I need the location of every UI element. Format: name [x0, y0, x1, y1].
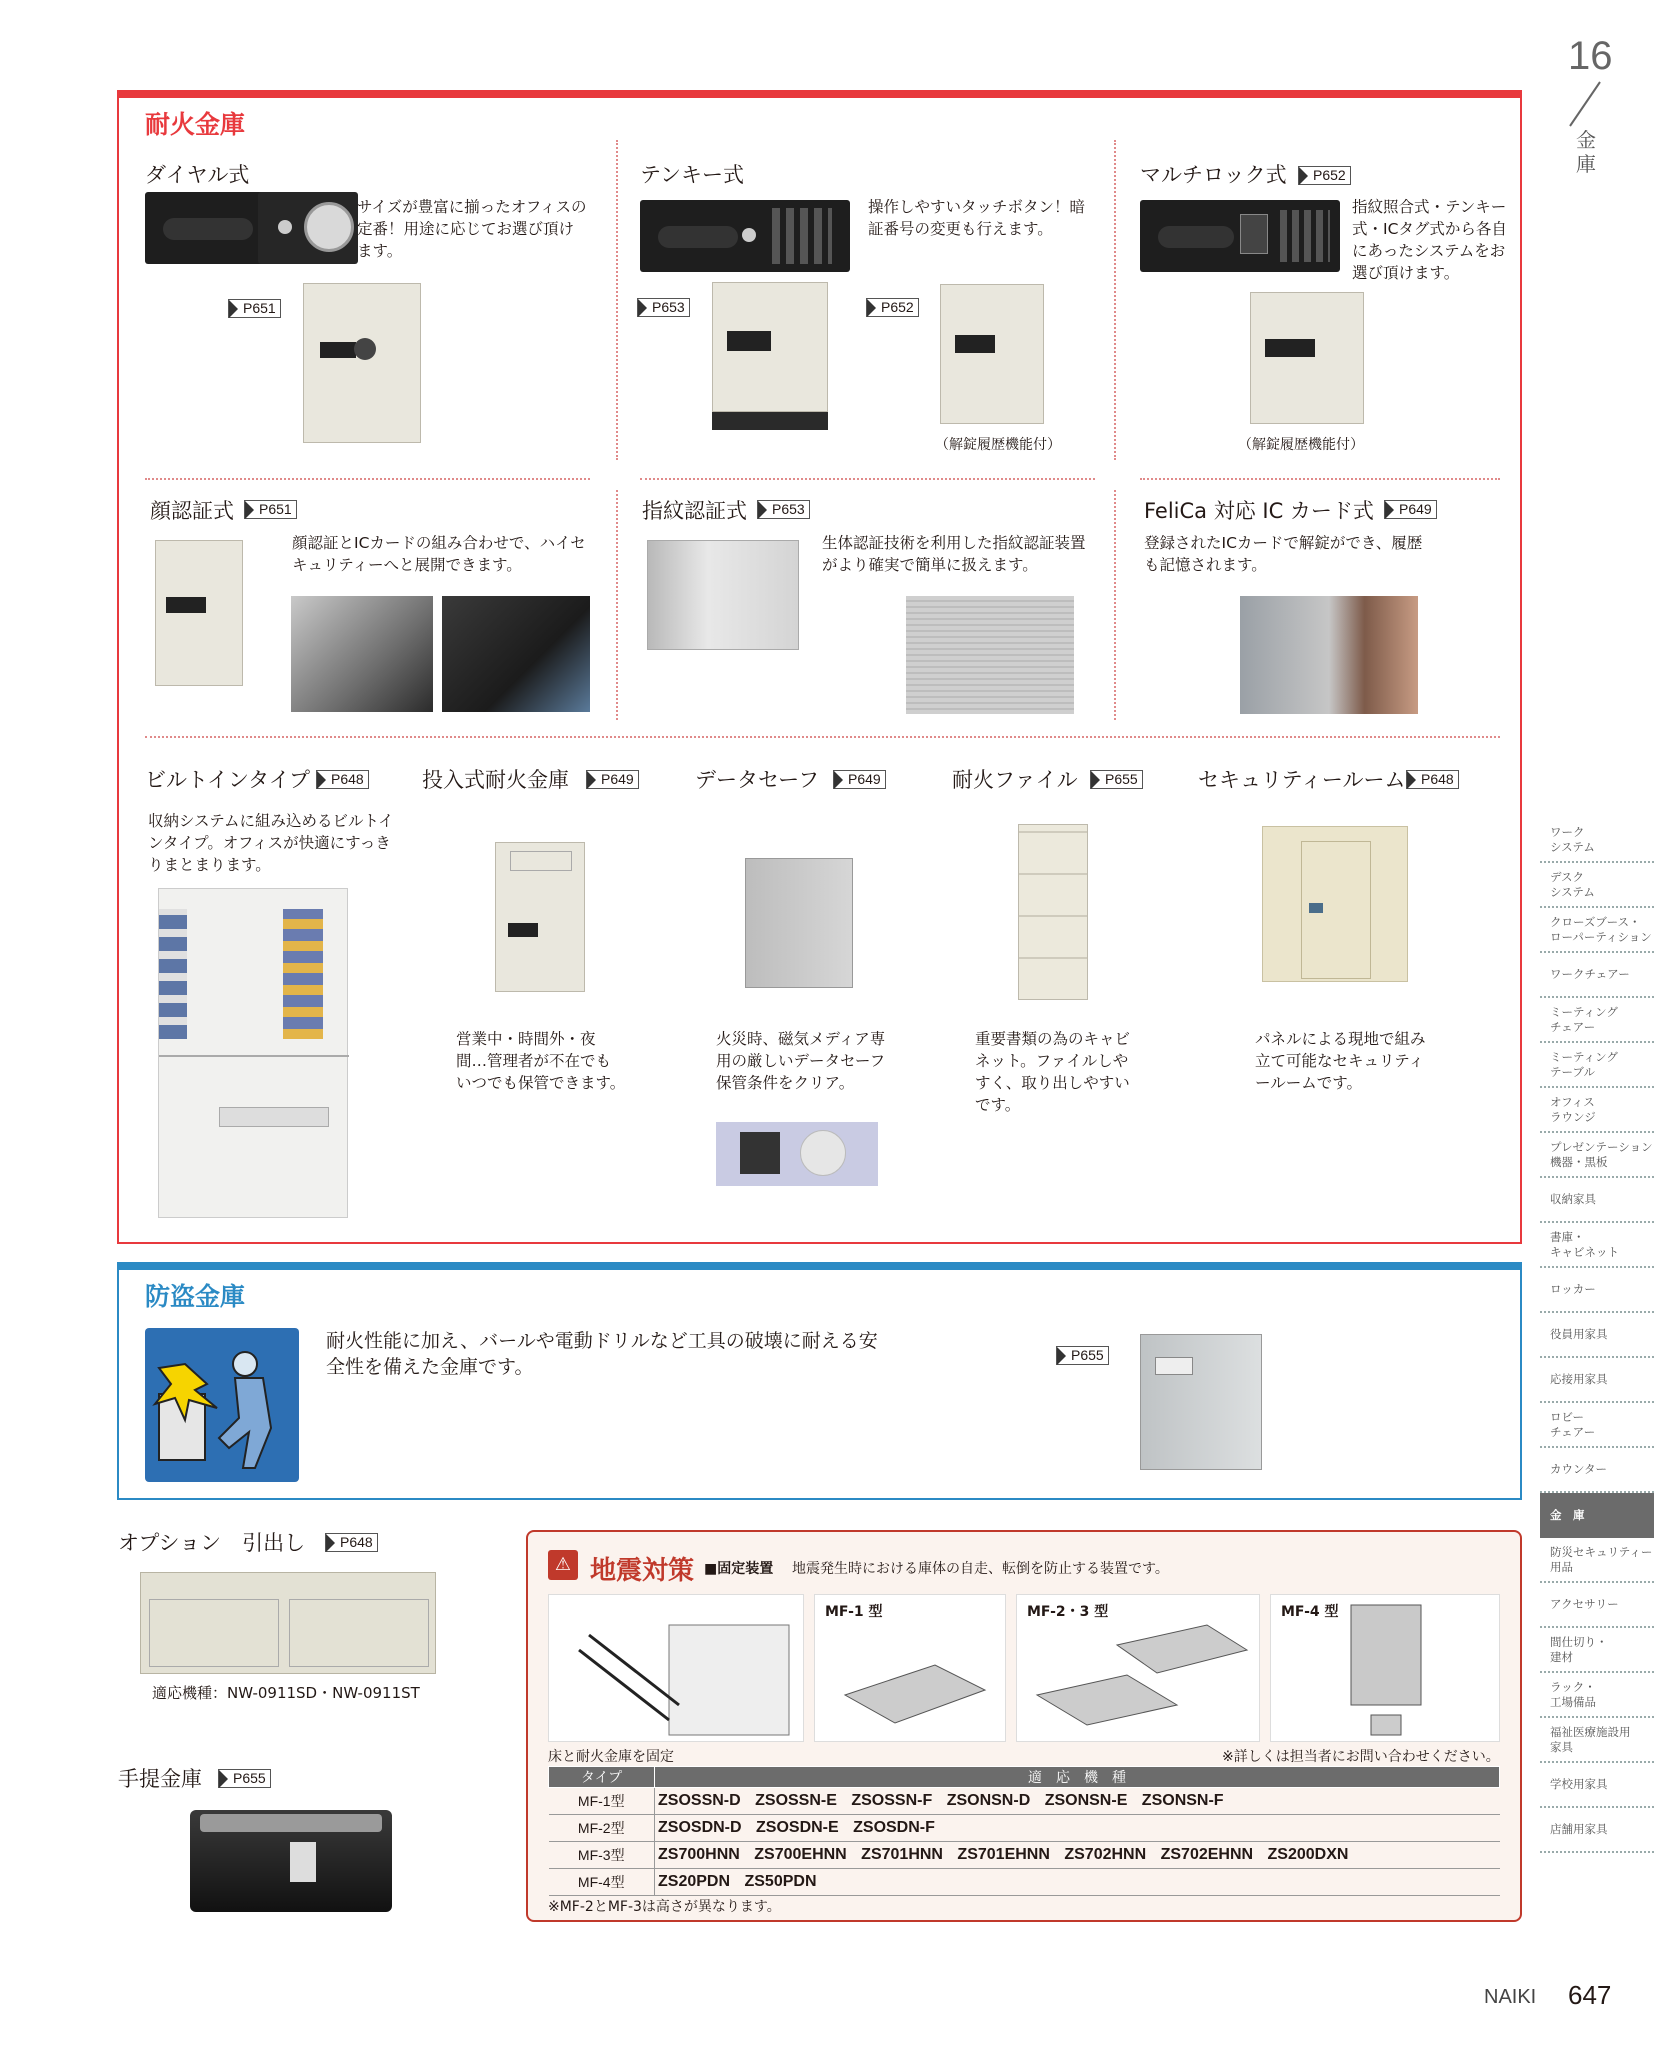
- quake-figure-mf4: [1270, 1594, 1500, 1742]
- divider: [1114, 140, 1116, 460]
- sidebar-item[interactable]: [1540, 1718, 1654, 1763]
- antitheft-heading: 防盗金庫: [145, 1282, 246, 1311]
- deposit-ref[interactable]: P649: [586, 770, 639, 789]
- finger-ref[interactable]: P653: [757, 500, 810, 519]
- sidebar-item-label: 機器・黒板: [1550, 1154, 1608, 1169]
- dial-safe-image: [303, 283, 421, 443]
- multi-lock-panel: [1140, 200, 1340, 272]
- tenkey-title: テンキー式: [640, 163, 744, 187]
- sidebar-item-label: 家具: [1550, 1739, 1573, 1754]
- sidebar-item[interactable]: [1540, 1673, 1654, 1718]
- sidebar-item-label: プレゼンテーション: [1550, 1139, 1653, 1154]
- sidebar-item[interactable]: [1540, 1358, 1654, 1403]
- sidebar-item-label: 防災セキュリティー: [1550, 1544, 1653, 1559]
- sidebar-item-label: オフィス: [1550, 1094, 1595, 1109]
- sidebar-item-label: 金 庫: [1550, 1508, 1585, 1522]
- chapter-label: 金庫: [1576, 128, 1596, 176]
- face-desc: 顔認証とICカードの組み合わせで、ハイセキュリティーへと展開できます。: [292, 534, 586, 574]
- quake-figure-mf1: [814, 1594, 1006, 1742]
- brand-name: NAIKI: [1484, 1986, 1537, 2008]
- sidebar-item[interactable]: [1540, 1493, 1654, 1538]
- finger-title: 指紋認証式: [642, 499, 747, 523]
- felica-ref[interactable]: P649: [1384, 500, 1437, 519]
- antitheft-safe-image: [1140, 1334, 1262, 1470]
- sidebar-item-label: システム: [1550, 839, 1595, 854]
- sidebar-item-label: デスク: [1550, 869, 1585, 884]
- room-ref[interactable]: P648: [1406, 770, 1459, 789]
- category-sidebar: [1540, 818, 1654, 1853]
- mf4-label: MF-4 型: [1281, 1604, 1339, 1620]
- builtin-image: [158, 888, 348, 1218]
- option-drawer-image: [140, 1572, 436, 1674]
- sidebar-item-label: キャビネット: [1550, 1244, 1619, 1259]
- sidebar-item-label: ミーティング: [1550, 1004, 1618, 1019]
- divider: [1140, 478, 1500, 480]
- quake-figure-mf23: [1016, 1594, 1260, 1742]
- deposit-safe-image: [495, 842, 585, 992]
- sidebar-item-label: テーブル: [1550, 1064, 1595, 1079]
- builtin-desc: 収納システムに組み込めるビルトインタイプ。オフィスが快適にすっきりまとまります。: [148, 812, 394, 874]
- sidebar-item-label: ラウンジ: [1550, 1109, 1596, 1124]
- multi-desc: 指紋照合式・テンキー式・ICタグ式から各自にあったシステムをお選び頂けます。: [1352, 198, 1507, 282]
- sidebar-item[interactable]: [1540, 998, 1654, 1043]
- mf23-label: MF-2・3 型: [1027, 1604, 1109, 1620]
- divider: [616, 140, 618, 460]
- dial-ref[interactable]: P651: [228, 299, 281, 318]
- face-title: 顔認証式: [150, 499, 234, 523]
- sidebar-item[interactable]: [1540, 1313, 1654, 1358]
- deposit-title: 投入式耐火金庫: [422, 768, 569, 792]
- table-row: [549, 1842, 1500, 1869]
- divider: [145, 478, 590, 480]
- finger-desc: 生体認証技術を利用した指紋認証装置がより確実で簡単に扱えます。: [822, 534, 1086, 574]
- sidebar-item[interactable]: [1540, 863, 1654, 908]
- sidebar-item-label: ミーティング: [1550, 1049, 1618, 1064]
- datasafe-title: データセーフ: [695, 768, 820, 792]
- sidebar-item-label: 学校用家具: [1550, 1777, 1608, 1791]
- face-safe-image: [155, 540, 243, 686]
- room-desc: パネルによる現地で組み立て可能なセキュリティールームです。: [1255, 1030, 1426, 1092]
- tenkey-safe2-image: [940, 284, 1044, 424]
- antitheft-ref[interactable]: P655: [1056, 1346, 1109, 1365]
- felica-photo: [1240, 596, 1418, 714]
- row-type: MF-4型: [549, 1869, 655, 1896]
- face-photo-2: [442, 596, 590, 712]
- table-header-type: タイプ: [549, 1767, 655, 1788]
- sidebar-item-label: 用品: [1550, 1559, 1573, 1574]
- sidebar-item-label: ローパーティション: [1550, 929, 1652, 944]
- datasafe-media-photo: [716, 1122, 878, 1186]
- row-models: ZS700HNN ZS700EHNN ZS701HNN ZS701EHNN ZS702HNN ZS702EHNN ZS200DXN: [655, 1842, 1500, 1869]
- finger-safe-image: [647, 540, 799, 650]
- file-desc: 重要書類の為のキャビネット。ファイルしやすく、取り出しやすいです。: [975, 1030, 1131, 1114]
- file-ref[interactable]: P655: [1090, 770, 1143, 789]
- row-type: MF-1型: [549, 1788, 655, 1815]
- divider: [1114, 490, 1116, 720]
- felica-title: FeliCa 対応 IC カード式: [1144, 499, 1374, 523]
- option-title: オプション 引出し: [118, 1531, 306, 1555]
- option-compat: 適応機種：NW-0911SD・NW-0911ST: [152, 1684, 420, 1702]
- tenkey-lock-panel: [640, 200, 850, 272]
- face-ref[interactable]: P651: [244, 500, 297, 519]
- tenkey-ref-1[interactable]: P653: [637, 298, 690, 317]
- dial-knob-panel: [258, 192, 358, 264]
- table-header-models: 適 応 機 種: [655, 1767, 1500, 1788]
- sidebar-item[interactable]: [1540, 1088, 1654, 1133]
- handsafe-ref[interactable]: P655: [218, 1769, 271, 1788]
- sidebar-item[interactable]: [1540, 1133, 1654, 1178]
- sidebar-item-label: 建材: [1550, 1649, 1573, 1664]
- divider: [640, 478, 1095, 480]
- sidebar-item[interactable]: [1540, 1538, 1654, 1583]
- datasafe-ref[interactable]: P649: [833, 770, 886, 789]
- antitheft-section: [117, 1262, 1522, 1500]
- table-row: [549, 1869, 1500, 1896]
- builtin-ref[interactable]: P648: [316, 770, 369, 789]
- sidebar-item-label: 書庫・: [1550, 1229, 1585, 1244]
- row-models: ZSOSDN-D ZSOSDN-E ZSOSDN-F: [655, 1815, 1500, 1842]
- handsafe-image: [190, 1810, 392, 1912]
- divider: [145, 736, 1500, 738]
- sidebar-item[interactable]: [1540, 908, 1654, 953]
- multi-safe-image: [1250, 292, 1364, 424]
- quake-contact: ※詳しくは担当者にお問い合わせください。: [1222, 1749, 1500, 1765]
- sidebar-item-label: 役員用家具: [1550, 1327, 1608, 1341]
- quake-figure-main: [548, 1594, 804, 1742]
- row-type: MF-2型: [549, 1815, 655, 1842]
- file-cabinet-image: [1018, 824, 1088, 1000]
- option-ref[interactable]: P648: [325, 1533, 378, 1552]
- tenkey-safe-image: [712, 282, 828, 412]
- quake-footnote: ※MF-2とMF-3は高さが異なります。: [548, 1899, 781, 1915]
- sidebar-item-label: 工場備品: [1550, 1694, 1596, 1709]
- divider: [616, 490, 618, 720]
- sidebar-item-label: アクセサリー: [1550, 1597, 1619, 1611]
- sidebar-item[interactable]: [1540, 818, 1654, 863]
- sidebar-item-label: カウンター: [1550, 1462, 1608, 1476]
- felica-desc: 登録されたICカードで解錠ができ、履歴も記憶されます。: [1144, 534, 1423, 574]
- sidebar-item[interactable]: [1540, 1808, 1654, 1853]
- multi-ref[interactable]: P652: [1298, 166, 1351, 185]
- antitheft-desc: 耐火性能に加え、バールや電動ドリルなど工具の破壊に耐える安全性を備えた金庫です。: [326, 1330, 878, 1378]
- sidebar-item-label: ワークチェアー: [1550, 967, 1630, 981]
- chapter-number: 16: [1568, 34, 1613, 78]
- sidebar-item-label: ラック・: [1550, 1679, 1596, 1694]
- sidebar-item[interactable]: [1540, 1448, 1654, 1493]
- room-image: [1262, 826, 1408, 982]
- quake-table: [548, 1766, 1500, 1896]
- dial-desc: サイズが豊富に揃ったオフィスの定番！用途に応じてお選び頂けます。: [357, 198, 587, 260]
- sidebar-item-label: ロビー: [1550, 1409, 1585, 1424]
- datasafe-image: [745, 858, 853, 988]
- sidebar-item[interactable]: [1540, 1628, 1654, 1673]
- face-photo-1: [291, 596, 433, 712]
- sidebar-item-label: ロッカー: [1550, 1282, 1596, 1296]
- sidebar-item-label: 収納家具: [1550, 1192, 1596, 1206]
- tenkey-note: （解錠履歴機能付）: [935, 437, 1061, 453]
- page-number: 647: [1568, 1980, 1612, 2010]
- tenkey-desc: 操作しやすいタッチボタン！暗証番号の変更も行えます。: [868, 198, 1086, 238]
- quake-heading: 地震対策: [590, 1556, 695, 1586]
- fireproof-heading: 耐火金庫: [145, 110, 246, 139]
- room-title: セキュリティールーム: [1198, 768, 1406, 792]
- dial-title: ダイヤル式: [145, 163, 250, 187]
- table-header-row: [549, 1767, 1500, 1788]
- sidebar-item[interactable]: [1540, 1178, 1654, 1223]
- sidebar-item-label: 応接用家具: [1550, 1372, 1608, 1386]
- datasafe-desc: 火災時、磁気メディア専用の厳しいデータセーフ保管条件をクリア。: [716, 1030, 886, 1092]
- sidebar-item[interactable]: [1540, 1763, 1654, 1808]
- sidebar-item[interactable]: [1540, 953, 1654, 998]
- row-models: ZSOSSN-D ZSOSSN-E ZSOSSN-F ZSONSN-D ZSONSN-E ZSONSN-F: [655, 1788, 1500, 1815]
- sidebar-item[interactable]: [1540, 1043, 1654, 1088]
- sidebar-item-label: 店舗用家具: [1550, 1822, 1608, 1836]
- file-title: 耐火ファイル: [952, 768, 1078, 792]
- sidebar-item-label: 間仕切り・: [1550, 1634, 1608, 1649]
- sidebar-item[interactable]: [1540, 1268, 1654, 1313]
- burglar-illustration: [145, 1328, 299, 1482]
- handsafe-title: 手提金庫: [118, 1767, 202, 1791]
- sidebar-item-label: チェアー: [1550, 1424, 1596, 1439]
- sidebar-item[interactable]: [1540, 1403, 1654, 1448]
- multi-title: マルチロック式: [1140, 163, 1287, 187]
- table-row: [549, 1815, 1500, 1842]
- sidebar-item-label: ワーク: [1550, 824, 1585, 839]
- quake-icon: ⚠: [548, 1550, 578, 1580]
- sidebar-item-label: クローズブース・: [1550, 914, 1641, 929]
- sidebar-item[interactable]: [1540, 1583, 1654, 1628]
- quake-caption: 床と耐火金庫を固定: [548, 1749, 674, 1765]
- mf1-label: MF-1 型: [825, 1604, 883, 1620]
- finger-photo: [906, 596, 1074, 714]
- deposit-desc: 営業中・時間外・夜間…管理者が不在でもいつでも保管できます。: [456, 1030, 626, 1092]
- sidebar-item-label: チェアー: [1550, 1019, 1596, 1034]
- sidebar-item-label: 福祉医療施設用: [1550, 1724, 1631, 1739]
- sidebar-item-label: システム: [1550, 884, 1595, 899]
- chapter-divider: [1565, 80, 1605, 130]
- row-models: ZS20PDN ZS50PDN: [655, 1869, 1500, 1896]
- row-type: MF-3型: [549, 1842, 655, 1869]
- quake-sub: ■固定装置: [704, 1561, 774, 1577]
- quake-desc: 地震発生時における庫体の自走、転倒を防止する装置です。: [792, 1561, 1169, 1577]
- builtin-title: ビルトインタイプ: [145, 768, 311, 792]
- tenkey-ref-2[interactable]: P652: [866, 298, 919, 317]
- sidebar-item[interactable]: [1540, 1223, 1654, 1268]
- multi-note: （解錠履歴機能付）: [1238, 437, 1364, 453]
- table-row: [549, 1788, 1500, 1815]
- tenkey-safe-base: [712, 412, 828, 430]
